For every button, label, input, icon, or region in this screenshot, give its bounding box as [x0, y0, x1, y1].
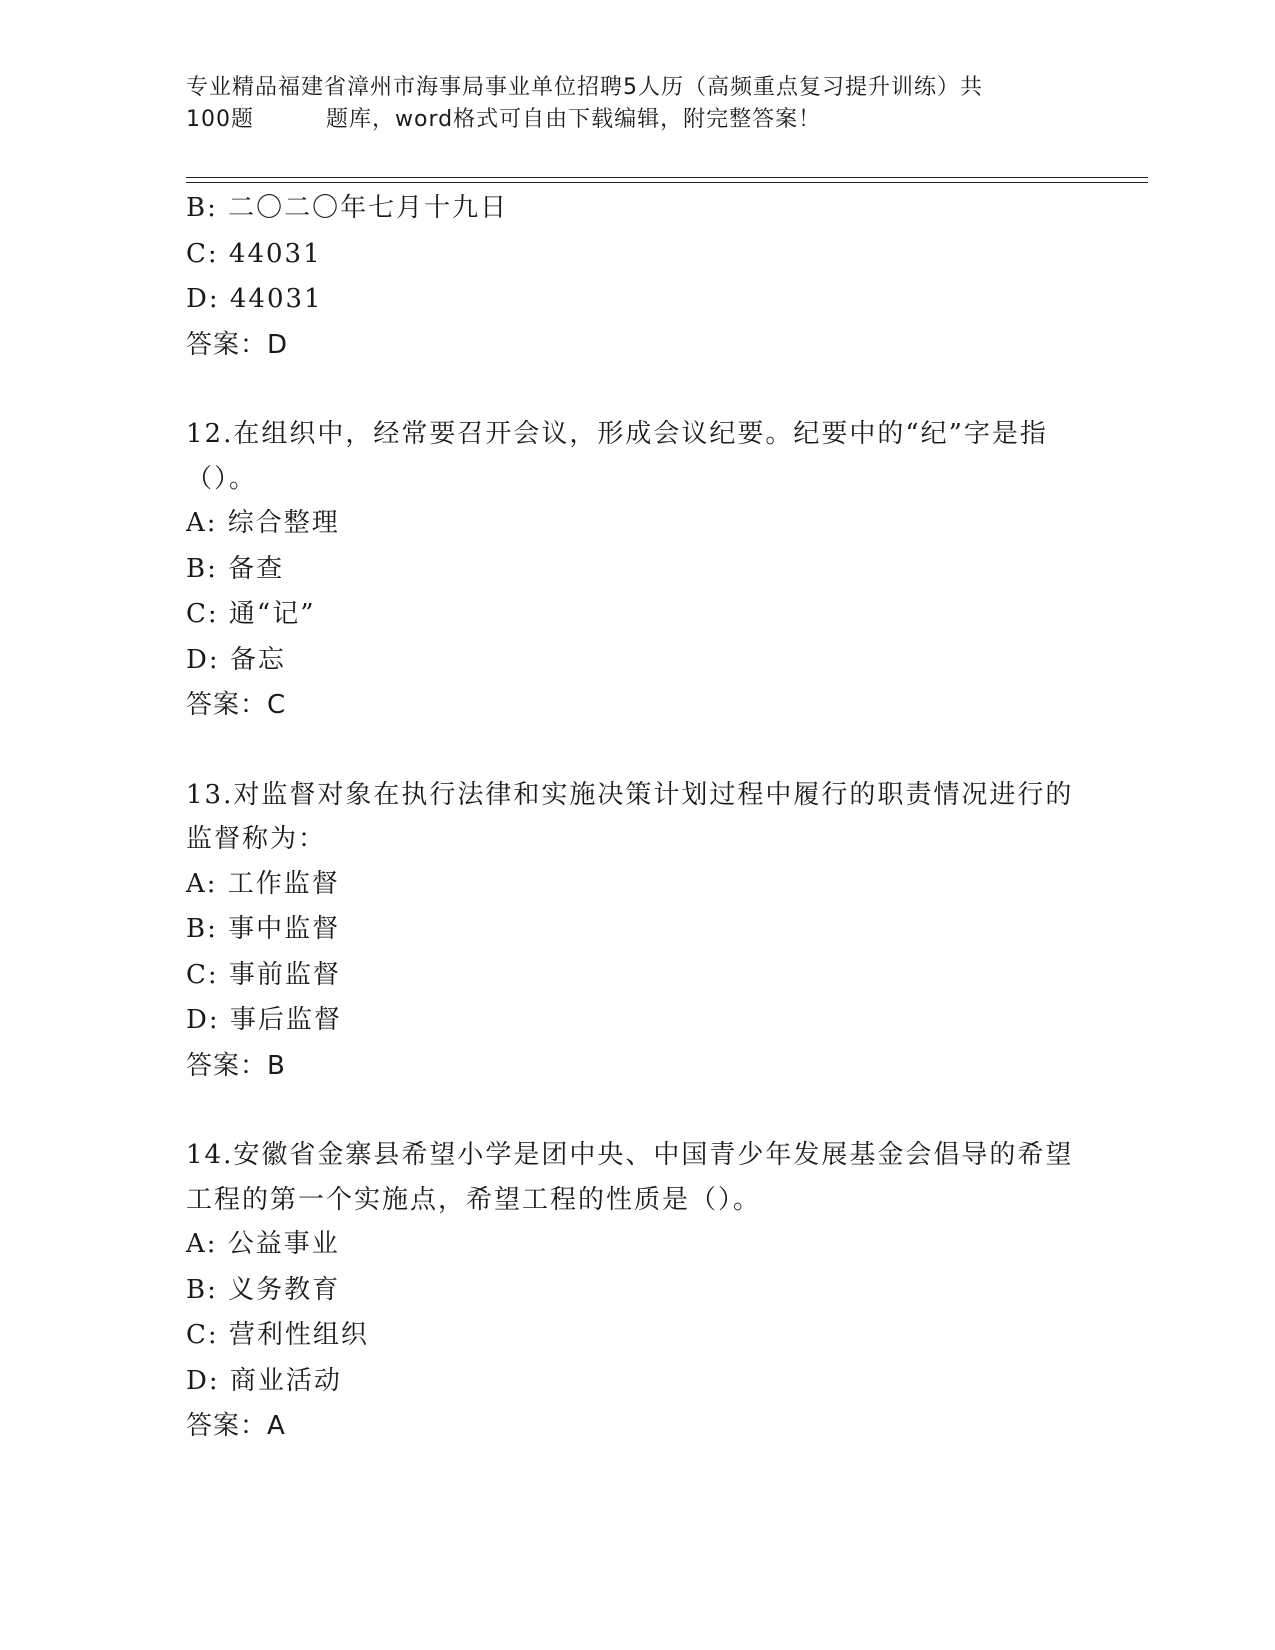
answer: 答案：B	[186, 1050, 286, 1081]
answer: 答案：D	[186, 329, 289, 360]
document-header	[186, 72, 1086, 136]
question-text: 12.在组织中，经常要召开会议，形成会议纪要。纪要中的“纪”字是指（）。	[186, 419, 1048, 494]
answer: 答案：C	[186, 690, 287, 720]
option-a: A: 综合整理	[186, 508, 340, 538]
option-b: B: 义务教育	[186, 1274, 341, 1305]
question-text: 13.对监督对象在执行法律和实施决策计划过程中履行的职责情况进行的监督称为：	[186, 779, 1074, 854]
option-a: A: 工作监督	[186, 868, 340, 899]
answer: 答案：A	[186, 1411, 286, 1441]
option-c: C: 44031	[186, 238, 322, 269]
option-b: B: 事中监督	[186, 914, 341, 944]
option-d: D: 44031	[186, 284, 323, 314]
header-divider-top	[186, 177, 1148, 178]
question-12	[186, 412, 1086, 729]
option-c: C: 营利性组织	[186, 1320, 369, 1350]
question-14	[186, 1133, 1086, 1450]
option-b: B: 二〇二〇年七月十九日	[186, 193, 509, 223]
option-c: C: 事前监督	[186, 959, 341, 990]
option-c: C: 通“记”	[186, 599, 316, 629]
option-d: D: 备忘	[186, 644, 286, 675]
header-count: 100题	[186, 107, 254, 132]
option-d: D: 事后监督	[186, 1005, 342, 1035]
option-d: D: 商业活动	[186, 1365, 342, 1396]
question-13	[186, 773, 1086, 1090]
option-b: B: 备查	[186, 553, 285, 584]
previous-question-tail	[186, 186, 1086, 368]
option-a: A: 公益事业	[186, 1229, 340, 1259]
header-divider-bottom	[186, 182, 1148, 183]
question-list	[186, 186, 1086, 1450]
question-text: 14.安徽省金寨县希望小学是团中央、中国青少年发展基金会倡导的希望工程的第一个实施点，希望工程的性质是（）。	[186, 1140, 1074, 1215]
header-description: 题库，word格式可自由下载编辑，附完整答案！	[326, 107, 822, 132]
header-line-2	[186, 104, 1086, 136]
header-line-1: 专业精品福建省漳州市海事局事业单位招聘5人历（高频重点复习提升训练）共	[186, 75, 983, 100]
